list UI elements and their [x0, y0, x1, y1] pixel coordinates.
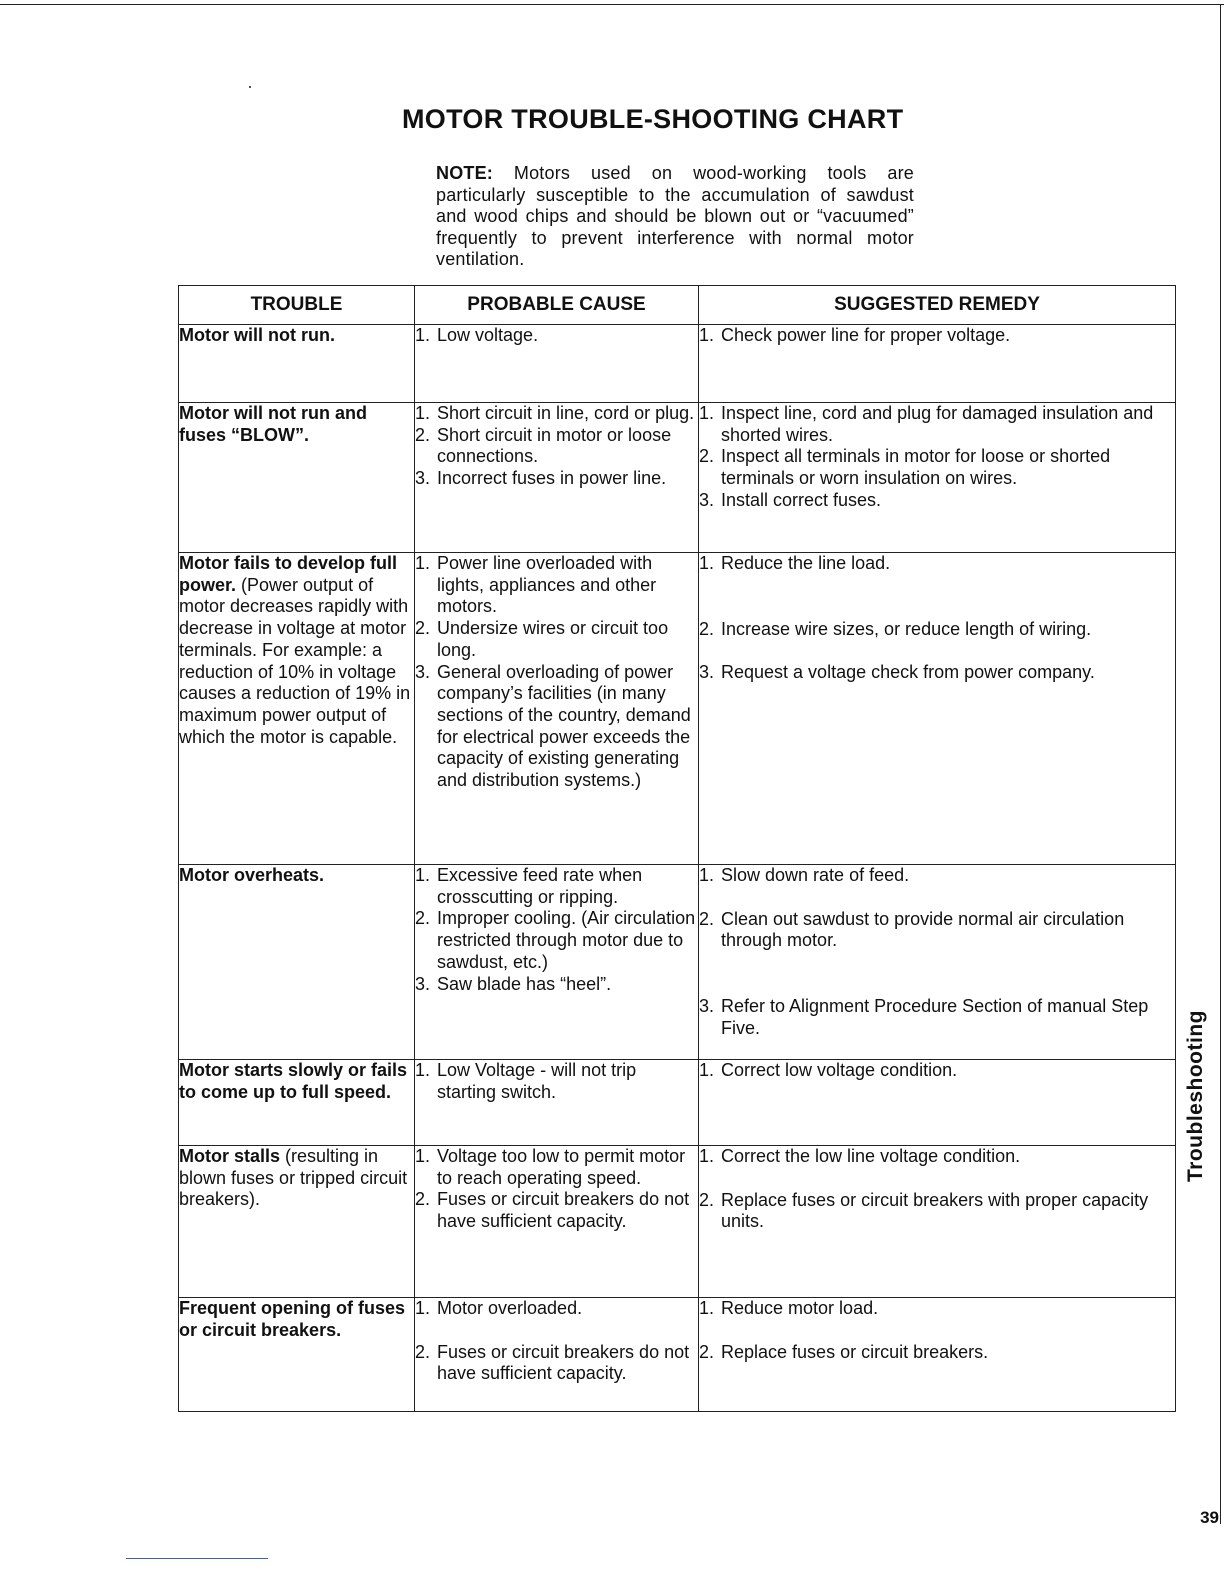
remedy-number: 2. [699, 446, 715, 467]
table-row [179, 1060, 1176, 1146]
remedy-item [699, 446, 1175, 489]
remedy-item [699, 1060, 1175, 1082]
trouble-title: Motor overheats. [179, 865, 325, 885]
cause-cell [415, 1146, 699, 1298]
trouble-cell [179, 1060, 415, 1146]
cause-number: 3. [415, 468, 431, 489]
page-title: MOTOR TROUBLE-SHOOTING CHART [402, 104, 904, 134]
remedy-item [699, 662, 1175, 684]
trouble-title: Motor will not run and fuses “BLOW”. [179, 403, 367, 445]
remedy-number: 2. [699, 618, 715, 639]
trouble-detail: (Power output of motor decreases rapidly with decrease in voltage at motor terminals. For example: a reduction of 10% in voltage causes a reduction of 19% in maximum power output of which the motor is capable. [179, 574, 411, 747]
remedy-cell [699, 1060, 1176, 1146]
trouble-title: Motor stalls [179, 1146, 281, 1166]
table-row [179, 1298, 1176, 1412]
remedy-number: 1. [699, 1060, 715, 1080]
remedy-number: 1. [699, 1298, 715, 1318]
cause-cell [415, 325, 699, 403]
cause-text: Undersize wires or circuit too long. [437, 618, 669, 660]
cause-text: Saw blade has “heel”. [437, 973, 612, 994]
cause-number: 1. [415, 1298, 431, 1318]
cause-cell [415, 1298, 699, 1412]
cause-text: Incorrect fuses in power line. [437, 468, 667, 489]
cause-text: Improper cooling. (Air circulation restricted through motor due to sawdust, etc.) [437, 908, 696, 972]
cause-text: Motor overloaded. [437, 1298, 583, 1318]
header-suggested-remedy: SUGGESTED REMEDY [699, 286, 1176, 325]
cause-number: 1. [415, 1060, 431, 1080]
cause-text: Voltage too low to permit motor to reach operating speed. [437, 1146, 686, 1188]
remedy-number: 1. [699, 325, 715, 345]
cause-item [415, 1146, 698, 1189]
remedy-text: Inspect line, cord and plug for damaged insulation and shorted wires. [721, 403, 1154, 445]
cause-number: 2. [415, 424, 431, 445]
cause-number: 2. [415, 1189, 431, 1210]
remedy-text: Reduce the line load. [721, 553, 891, 573]
note-label: NOTE: [436, 163, 493, 183]
cause-cell [415, 1060, 699, 1146]
remedy-item [699, 553, 1175, 575]
remedy-item [699, 619, 1175, 641]
cause-item [415, 325, 698, 347]
cause-number: 1. [415, 403, 431, 423]
cause-text: Fuses or circuit breakers do not have sufficient capacity. [437, 1341, 690, 1384]
table-row [179, 865, 1176, 1060]
remedy-text: Request a voltage check from power company. [721, 662, 1095, 683]
remedy-number: 1. [699, 1146, 715, 1166]
trouble-cell [179, 1298, 415, 1412]
remedy-number: 3. [699, 489, 715, 510]
remedy-text: Reduce motor load. [721, 1298, 879, 1318]
cause-number: 3. [415, 973, 431, 994]
section-tab-label: Troubleshooting [1184, 1010, 1207, 1182]
cause-number: 1. [415, 553, 431, 573]
remedy-cell [699, 865, 1176, 1060]
remedy-item [699, 1146, 1175, 1168]
trouble-title: Frequent opening of fuses or circuit breakers. [179, 1298, 406, 1340]
cause-number: 2. [415, 618, 431, 639]
cause-text: Low Voltage - will not trip starting switch. [437, 1060, 637, 1102]
remedy-number: 1. [699, 553, 715, 573]
table-row [179, 325, 1176, 403]
footer-link-underline [126, 1558, 268, 1559]
remedy-text: Replace fuses or circuit breakers with proper capacity units. [721, 1189, 1149, 1232]
remedy-cell [699, 1298, 1176, 1412]
cause-item [415, 1342, 698, 1385]
trouble-title: Motor fails to develop full power. [179, 553, 398, 595]
remedy-text: Correct low voltage condition. [721, 1060, 958, 1080]
remedy-number: 3. [699, 662, 715, 683]
remedy-item [699, 1190, 1175, 1233]
remedy-cell [699, 325, 1176, 403]
cause-number: 1. [415, 865, 431, 885]
cause-item [415, 1298, 698, 1320]
remedy-item [699, 996, 1175, 1039]
remedy-text: Inspect all terminals in motor for loose or shorted terminals or worn insulation on wires. [721, 446, 1111, 489]
remedy-text: Clean out sawdust to provide normal air circulation through motor. [721, 908, 1125, 951]
cause-text: Fuses or circuit breakers do not have sufficient capacity. [437, 1189, 690, 1232]
remedy-number: 3. [699, 996, 715, 1017]
trouble-shooting-table [178, 285, 1176, 1412]
cause-item [415, 865, 698, 908]
remedy-text: Increase wire sizes, or reduce length of wiring. [721, 618, 1092, 639]
cause-number: 1. [415, 325, 431, 345]
remedy-item [699, 325, 1175, 347]
remedy-number: 1. [699, 403, 715, 423]
trouble-cell [179, 403, 415, 553]
cause-cell [415, 403, 699, 553]
cause-cell [415, 865, 699, 1060]
cause-text: General overloading of power company’s facilities (in many sections of the country, demand for electrical power exceeds the capacity of existing generating and distribution systems.) [437, 661, 691, 791]
cause-text: Short circuit in line, cord or plug. [437, 403, 695, 423]
cause-item [415, 974, 698, 996]
remedy-item [699, 1342, 1175, 1364]
trouble-title: Motor starts slowly or fails to come up to full speed. [179, 1060, 408, 1102]
right-rule [1220, 4, 1221, 1524]
remedy-text: Refer to Alignment Procedure Section of manual Step Five. [721, 996, 1149, 1038]
remedy-text: Correct the low line voltage condition. [721, 1146, 1021, 1166]
cause-item [415, 425, 698, 468]
remedy-number: 2. [699, 1189, 715, 1210]
trouble-cell [179, 325, 415, 403]
cause-item [415, 468, 698, 490]
table-header-row [179, 286, 1176, 325]
cause-item [415, 403, 698, 425]
top-rule [0, 4, 1224, 5]
remedy-text: Replace fuses or circuit breakers. [721, 1341, 989, 1362]
remedy-number: 1. [699, 865, 715, 885]
table-row [179, 403, 1176, 553]
remedy-cell [699, 403, 1176, 553]
remedy-number: 2. [699, 1341, 715, 1362]
scan-speck [249, 86, 251, 88]
table-body [179, 325, 1176, 1412]
remedy-item [699, 865, 1175, 887]
trouble-title: Motor will not run. [179, 325, 335, 345]
page-number: 39 [1200, 1508, 1219, 1527]
remedy-text: Install correct fuses. [721, 489, 882, 510]
cause-cell [415, 553, 699, 865]
remedy-item [699, 909, 1175, 952]
cause-item [415, 1189, 698, 1232]
note-text: Motors used on wood-working tools are particularly susceptible to the accumulation of sawdust and wood chips and should be blown out or “vacuumed” frequently to prevent interference with normal motor ventilation. [436, 163, 914, 269]
remedy-item [699, 403, 1175, 446]
remedy-text: Slow down rate of feed. [721, 865, 910, 885]
remedy-cell [699, 553, 1176, 865]
cause-text: Short circuit in motor or loose connections. [437, 424, 672, 467]
cause-item [415, 1060, 698, 1103]
remedy-cell [699, 1146, 1176, 1298]
trouble-detail: (resulting in blown fuses or tripped circuit breakers). [179, 1146, 408, 1210]
table-row [179, 1146, 1176, 1298]
cause-number: 2. [415, 908, 431, 929]
remedy-number: 2. [699, 908, 715, 929]
note-paragraph [436, 163, 914, 271]
cause-number: 3. [415, 661, 431, 682]
section-tab [1184, 1010, 1214, 1342]
cause-item [415, 908, 698, 973]
cause-item [415, 662, 698, 792]
cause-item [415, 618, 698, 661]
trouble-cell [179, 553, 415, 865]
cause-number: 2. [415, 1341, 431, 1362]
remedy-item [699, 490, 1175, 512]
header-trouble: TROUBLE [179, 286, 415, 325]
cause-number: 1. [415, 1146, 431, 1166]
trouble-cell [179, 865, 415, 1060]
remedy-text: Check power line for proper voltage. [721, 325, 1011, 345]
header-probable-cause: PROBABLE CAUSE [415, 286, 699, 325]
cause-text: Low voltage. [437, 325, 539, 345]
cause-item [415, 553, 698, 618]
remedy-item [699, 1298, 1175, 1320]
trouble-cell [179, 1146, 415, 1298]
cause-text: Excessive feed rate when crosscutting or ripping. [437, 865, 643, 907]
cause-text: Power line overloaded with lights, appliances and other motors. [437, 553, 657, 617]
table-row [179, 553, 1176, 865]
